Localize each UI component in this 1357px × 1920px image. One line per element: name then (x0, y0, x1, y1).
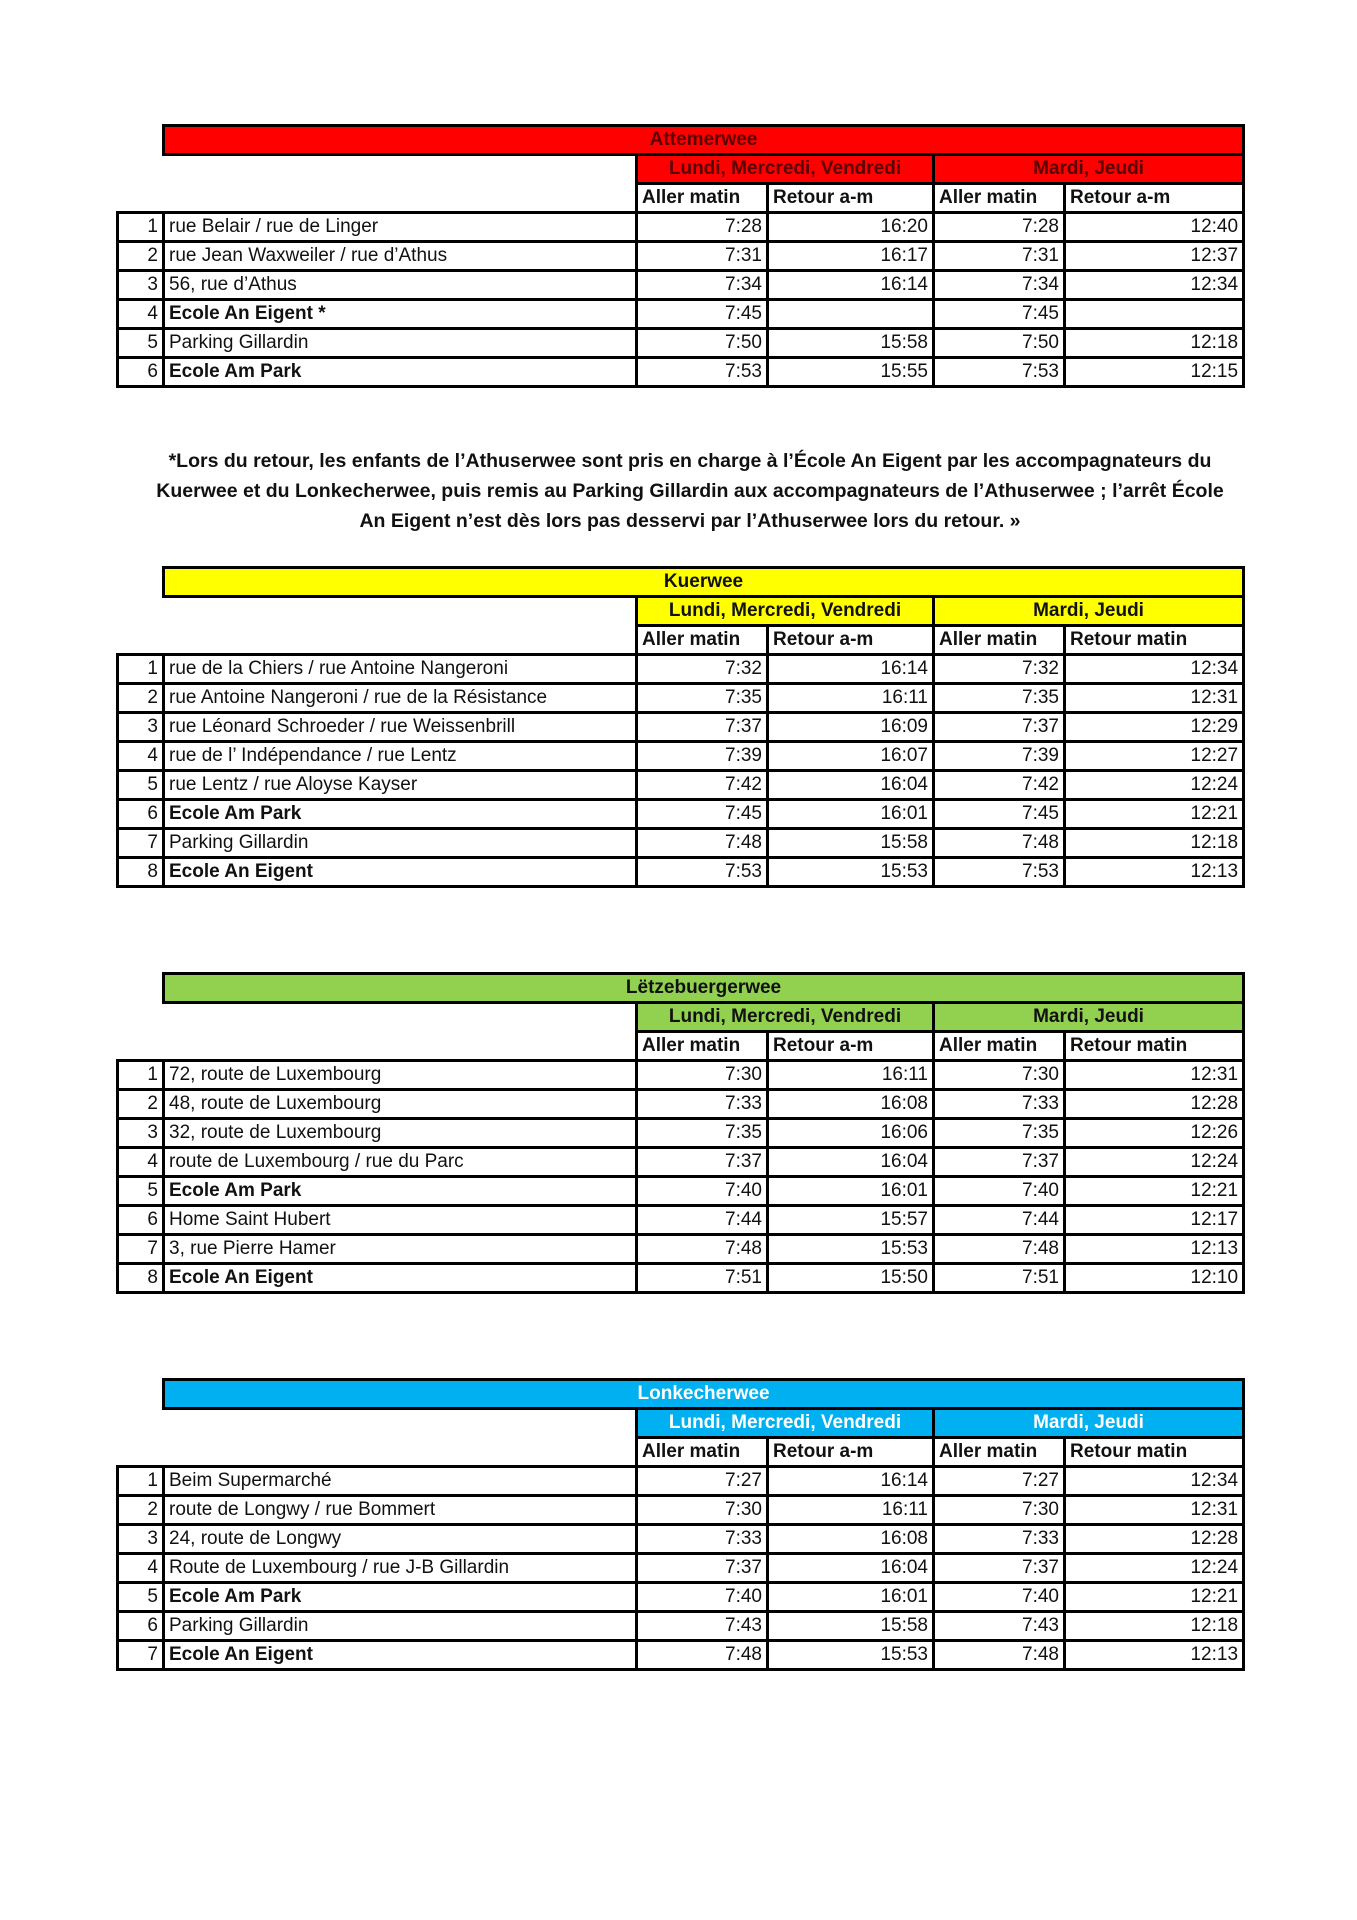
stop-name: Ecole An Eigent (164, 858, 637, 887)
days-row (118, 1003, 1244, 1032)
stop-number: 5 (118, 1583, 164, 1612)
days-header-lmv: Lundi, Mercredi, Vendredi (637, 155, 934, 184)
column-header: Aller matin (637, 1032, 768, 1061)
stop-time: 12:21 (1065, 1583, 1244, 1612)
stop-time: 7:35 (934, 1119, 1065, 1148)
stop-time: 12:17 (1065, 1206, 1244, 1235)
stop-number: 3 (118, 1525, 164, 1554)
stop-time: 12:18 (1065, 1612, 1244, 1641)
stop-number: 4 (118, 300, 164, 329)
stop-time: 12:24 (1065, 1148, 1244, 1177)
stop-time: 7:37 (637, 713, 768, 742)
column-header: Retour matin (1065, 1438, 1244, 1467)
stop-time: 7:45 (637, 800, 768, 829)
stop-row (118, 329, 1244, 358)
stop-time: 16:14 (768, 1467, 934, 1496)
stop-time: 7:32 (934, 655, 1065, 684)
column-header: Aller matin (637, 626, 768, 655)
stop-row (118, 1061, 1244, 1090)
route-table-attemerwee (116, 124, 1242, 388)
stop-row (118, 713, 1244, 742)
stop-number: 3 (118, 1119, 164, 1148)
stop-number: 2 (118, 684, 164, 713)
column-header: Aller matin (637, 184, 768, 213)
stop-time: 7:28 (637, 213, 768, 242)
column-header: Retour a-m (768, 1032, 934, 1061)
schedule-table (116, 566, 1245, 888)
stop-row (118, 1177, 1244, 1206)
stop-time: 7:45 (934, 300, 1065, 329)
stop-number: 1 (118, 1467, 164, 1496)
stop-time: 12:29 (1065, 713, 1244, 742)
route-title-row (118, 126, 1244, 155)
stop-row (118, 358, 1244, 387)
stop-number: 8 (118, 1264, 164, 1293)
stop-row (118, 1264, 1244, 1293)
schedule-table (116, 1378, 1245, 1671)
stop-time: 12:28 (1065, 1090, 1244, 1119)
stop-time: 7:39 (637, 742, 768, 771)
days-header-mj: Mardi, Jeudi (934, 1003, 1244, 1032)
stop-time: 7:31 (934, 242, 1065, 271)
stop-number: 4 (118, 1554, 164, 1583)
stop-row (118, 829, 1244, 858)
stop-name: 3, rue Pierre Hamer (164, 1235, 637, 1264)
stop-number: 4 (118, 1148, 164, 1177)
column-header: Aller matin (934, 184, 1065, 213)
stop-name: rue Antoine Nangeroni / rue de la Résistance (164, 684, 637, 713)
stop-number: 3 (118, 271, 164, 300)
days-header-mj: Mardi, Jeudi (934, 597, 1244, 626)
stop-time: 12:34 (1065, 1467, 1244, 1496)
stop-time: 16:11 (768, 1496, 934, 1525)
stop-time: 7:32 (637, 655, 768, 684)
column-header-row (118, 1438, 1244, 1467)
stop-number: 1 (118, 655, 164, 684)
stop-time: 7:33 (934, 1525, 1065, 1554)
stop-time: 7:30 (637, 1061, 768, 1090)
days-header-lmv: Lundi, Mercredi, Vendredi (637, 1003, 934, 1032)
stop-time: 7:45 (637, 300, 768, 329)
stop-time: 12:24 (1065, 771, 1244, 800)
schedule-table (116, 972, 1245, 1294)
stop-row (118, 1641, 1244, 1670)
stop-name: Ecole Am Park (164, 1177, 637, 1206)
stop-time: 16:08 (768, 1525, 934, 1554)
stop-number: 6 (118, 800, 164, 829)
stop-time: 12:24 (1065, 1554, 1244, 1583)
stop-time: 12:21 (1065, 800, 1244, 829)
stop-name: Ecole An Eigent (164, 1641, 637, 1670)
stop-number: 1 (118, 1061, 164, 1090)
stop-time: 7:42 (637, 771, 768, 800)
column-header: Aller matin (934, 1032, 1065, 1061)
stop-time: 16:06 (768, 1119, 934, 1148)
stop-time: 16:04 (768, 771, 934, 800)
stop-time: 15:53 (768, 1235, 934, 1264)
stop-time: 16:11 (768, 684, 934, 713)
stop-time: 7:37 (934, 1554, 1065, 1583)
route-title-row (118, 568, 1244, 597)
stop-name: 56, rue d’Athus (164, 271, 637, 300)
stop-time: 12:18 (1065, 829, 1244, 858)
days-row (118, 597, 1244, 626)
stop-time: 16:20 (768, 213, 934, 242)
stop-time: 15:50 (768, 1264, 934, 1293)
route-title: Lonkecherwee (164, 1380, 1244, 1409)
stop-number: 7 (118, 1235, 164, 1264)
stop-name: rue Lentz / rue Aloyse Kayser (164, 771, 637, 800)
stop-row (118, 858, 1244, 887)
stop-number: 2 (118, 1090, 164, 1119)
empty-cell (118, 1380, 164, 1409)
stop-number: 4 (118, 742, 164, 771)
stop-time: 7:28 (934, 213, 1065, 242)
stop-name: Ecole Am Park (164, 358, 637, 387)
days-header-lmv: Lundi, Mercredi, Vendredi (637, 597, 934, 626)
stop-time: 7:33 (637, 1090, 768, 1119)
stop-time: 7:50 (637, 329, 768, 358)
stop-time: 16:11 (768, 1061, 934, 1090)
footnote-line: An Eigent n’est dès lors pas desservi par l’Athuserwee lors du retour. » (359, 510, 1021, 532)
stop-time: 7:39 (934, 742, 1065, 771)
stop-number: 7 (118, 1641, 164, 1670)
stop-row (118, 1583, 1244, 1612)
stop-time: 12:31 (1065, 1061, 1244, 1090)
stop-time: 7:51 (637, 1264, 768, 1293)
column-header: Retour matin (1065, 626, 1244, 655)
stop-time: 7:40 (934, 1177, 1065, 1206)
stop-name: 32, route de Luxembourg (164, 1119, 637, 1148)
stop-name: Home Saint Hubert (164, 1206, 637, 1235)
stop-time: 7:37 (637, 1148, 768, 1177)
stop-time: 15:58 (768, 1612, 934, 1641)
stop-row (118, 1554, 1244, 1583)
stop-time: 7:27 (637, 1467, 768, 1496)
schedule-table (116, 124, 1245, 388)
stop-time: 7:43 (934, 1612, 1065, 1641)
stop-name: Ecole An Eigent * (164, 300, 637, 329)
column-header: Retour matin (1065, 1032, 1244, 1061)
column-header: Retour a-m (768, 184, 934, 213)
stop-time: 16:01 (768, 1583, 934, 1612)
stop-name: rue de l’ Indépendance / rue Lentz (164, 742, 637, 771)
stop-time: 12:40 (1065, 213, 1244, 242)
stop-row (118, 1496, 1244, 1525)
stop-time: 7:40 (637, 1177, 768, 1206)
stop-time: 12:31 (1065, 684, 1244, 713)
stop-name: Parking Gillardin (164, 829, 637, 858)
stop-row (118, 242, 1244, 271)
stop-name: rue Belair / rue de Linger (164, 213, 637, 242)
stop-name: route de Longwy / rue Bommert (164, 1496, 637, 1525)
stop-time: 16:07 (768, 742, 934, 771)
stop-time: 12:15 (1065, 358, 1244, 387)
route-title: Kuerwee (164, 568, 1244, 597)
stop-name: Route de Luxembourg / rue J-B Gillardin (164, 1554, 637, 1583)
stop-name: rue Jean Waxweiler / rue d’Athus (164, 242, 637, 271)
column-header-row (118, 626, 1244, 655)
stop-name: rue Léonard Schroeder / rue Weissenbrill (164, 713, 637, 742)
stop-time: 16:04 (768, 1554, 934, 1583)
stop-time: 7:44 (637, 1206, 768, 1235)
stop-time: 12:21 (1065, 1177, 1244, 1206)
footnote (150, 446, 1230, 536)
stop-time: 7:48 (637, 829, 768, 858)
stop-time: 7:48 (934, 829, 1065, 858)
stop-time: 16:14 (768, 655, 934, 684)
stop-time: 7:31 (637, 242, 768, 271)
stop-time: 16:14 (768, 271, 934, 300)
stop-time: 12:27 (1065, 742, 1244, 771)
stop-time: 7:37 (637, 1554, 768, 1583)
stop-time: 12:13 (1065, 1235, 1244, 1264)
stop-time: 7:53 (637, 358, 768, 387)
empty-cell (118, 1003, 637, 1032)
column-header: Retour a-m (1065, 184, 1244, 213)
stop-time: 7:35 (637, 684, 768, 713)
stop-row (118, 213, 1244, 242)
empty-cell (118, 974, 164, 1003)
stop-name: Parking Gillardin (164, 329, 637, 358)
stop-time: 12:28 (1065, 1525, 1244, 1554)
days-header-mj: Mardi, Jeudi (934, 155, 1244, 184)
stop-name: route de Luxembourg / rue du Parc (164, 1148, 637, 1177)
days-row (118, 155, 1244, 184)
column-header: Aller matin (934, 1438, 1065, 1467)
empty-cell (118, 1409, 637, 1438)
empty-cell (118, 626, 637, 655)
stop-number: 3 (118, 713, 164, 742)
column-header: Retour a-m (768, 626, 934, 655)
route-title: Attemerwee (164, 126, 1244, 155)
stop-time: 7:50 (934, 329, 1065, 358)
stop-name: 48, route de Luxembourg (164, 1090, 637, 1119)
empty-cell (118, 155, 637, 184)
stop-name: Beim Supermarché (164, 1467, 637, 1496)
column-header: Aller matin (934, 626, 1065, 655)
stop-time: 7:35 (637, 1119, 768, 1148)
stop-number: 6 (118, 358, 164, 387)
stop-time: 7:53 (637, 858, 768, 887)
stop-number: 5 (118, 329, 164, 358)
column-header: Retour a-m (768, 1438, 934, 1467)
stop-row (118, 655, 1244, 684)
footnote-line: Kuerwee et du Lonkecherwee, puis remis au Parking Gillardin aux accompagnateurs de l’Athuserwee ; l’arrêt École (156, 480, 1224, 502)
column-header-row (118, 184, 1244, 213)
stop-time: 15:58 (768, 329, 934, 358)
stop-time: 15:55 (768, 358, 934, 387)
stop-row (118, 1119, 1244, 1148)
stop-time: 12:34 (1065, 271, 1244, 300)
stop-time: 7:48 (637, 1641, 768, 1670)
stop-row (118, 684, 1244, 713)
stop-time: 7:48 (934, 1235, 1065, 1264)
stop-time: 12:31 (1065, 1496, 1244, 1525)
stop-time: 15:58 (768, 829, 934, 858)
stop-row (118, 1206, 1244, 1235)
route-title: Lëtzebuergerwee (164, 974, 1244, 1003)
stop-time: 7:43 (637, 1612, 768, 1641)
stop-time: 7:37 (934, 713, 1065, 742)
empty-cell (118, 1438, 637, 1467)
stop-time: 7:51 (934, 1264, 1065, 1293)
stop-time: 7:35 (934, 684, 1065, 713)
stop-time: 7:42 (934, 771, 1065, 800)
empty-cell (118, 1032, 637, 1061)
stop-time: 7:53 (934, 358, 1065, 387)
stop-time: 7:30 (934, 1061, 1065, 1090)
stop-time: 7:37 (934, 1148, 1065, 1177)
stop-name: 24, route de Longwy (164, 1525, 637, 1554)
stop-row (118, 742, 1244, 771)
stop-time: 7:27 (934, 1467, 1065, 1496)
stop-row (118, 1235, 1244, 1264)
stop-time: 12:10 (1065, 1264, 1244, 1293)
stop-time: 7:30 (637, 1496, 768, 1525)
stop-number: 5 (118, 771, 164, 800)
stop-time: 12:26 (1065, 1119, 1244, 1148)
stop-name: Parking Gillardin (164, 1612, 637, 1641)
days-header-mj: Mardi, Jeudi (934, 1409, 1244, 1438)
stop-time: 7:44 (934, 1206, 1065, 1235)
stop-time: 12:13 (1065, 858, 1244, 887)
route-table-letzebuergerwee (116, 972, 1242, 1294)
stop-time: 12:37 (1065, 242, 1244, 271)
stop-number: 6 (118, 1612, 164, 1641)
stop-number: 1 (118, 213, 164, 242)
stop-name: 72, route de Luxembourg (164, 1061, 637, 1090)
stop-time: 7:30 (934, 1496, 1065, 1525)
stop-name: rue de la Chiers / rue Antoine Nangeroni (164, 655, 637, 684)
stop-number: 2 (118, 242, 164, 271)
stop-name: Ecole An Eigent (164, 1264, 637, 1293)
stop-time: 16:04 (768, 1148, 934, 1177)
stop-row (118, 300, 1244, 329)
stop-time: 7:33 (934, 1090, 1065, 1119)
stop-time: 16:08 (768, 1090, 934, 1119)
stop-row (118, 771, 1244, 800)
stop-time: 7:40 (637, 1583, 768, 1612)
empty-cell (118, 126, 164, 155)
empty-cell (118, 597, 637, 626)
column-header: Aller matin (637, 1438, 768, 1467)
route-table-kuerwee (116, 566, 1242, 888)
stop-time (768, 300, 934, 329)
stop-time: 7:34 (934, 271, 1065, 300)
stop-number: 8 (118, 858, 164, 887)
stop-row (118, 1612, 1244, 1641)
stop-name: Ecole Am Park (164, 800, 637, 829)
stop-time: 12:13 (1065, 1641, 1244, 1670)
stop-row (118, 1467, 1244, 1496)
stop-row (118, 271, 1244, 300)
stop-time: 16:09 (768, 713, 934, 742)
stop-row (118, 1148, 1244, 1177)
stop-row (118, 800, 1244, 829)
stop-number: 6 (118, 1206, 164, 1235)
stop-time: 15:53 (768, 1641, 934, 1670)
stop-time: 7:40 (934, 1583, 1065, 1612)
stop-time: 7:53 (934, 858, 1065, 887)
column-header-row (118, 1032, 1244, 1061)
days-row (118, 1409, 1244, 1438)
stop-time (1065, 300, 1244, 329)
route-table-lonkecherwee (116, 1378, 1242, 1671)
stop-name: Ecole Am Park (164, 1583, 637, 1612)
stop-time: 16:17 (768, 242, 934, 271)
stop-time: 16:01 (768, 800, 934, 829)
stop-time: 7:48 (934, 1641, 1065, 1670)
stop-time: 15:53 (768, 858, 934, 887)
stop-time: 15:57 (768, 1206, 934, 1235)
empty-cell (118, 568, 164, 597)
empty-cell (118, 184, 637, 213)
stop-number: 2 (118, 1496, 164, 1525)
stop-time: 7:45 (934, 800, 1065, 829)
stop-time: 7:48 (637, 1235, 768, 1264)
route-title-row (118, 1380, 1244, 1409)
stop-number: 5 (118, 1177, 164, 1206)
stop-time: 12:34 (1065, 655, 1244, 684)
footnote-line: *Lors du retour, les enfants de l’Athuserwee sont pris en charge à l’École An Eigent par les accompagnateurs du (168, 450, 1212, 472)
stop-row (118, 1090, 1244, 1119)
stop-time: 12:18 (1065, 329, 1244, 358)
stop-number: 7 (118, 829, 164, 858)
route-title-row (118, 974, 1244, 1003)
stop-time: 7:34 (637, 271, 768, 300)
days-header-lmv: Lundi, Mercredi, Vendredi (637, 1409, 934, 1438)
stop-time: 16:01 (768, 1177, 934, 1206)
stop-row (118, 1525, 1244, 1554)
stop-time: 7:33 (637, 1525, 768, 1554)
